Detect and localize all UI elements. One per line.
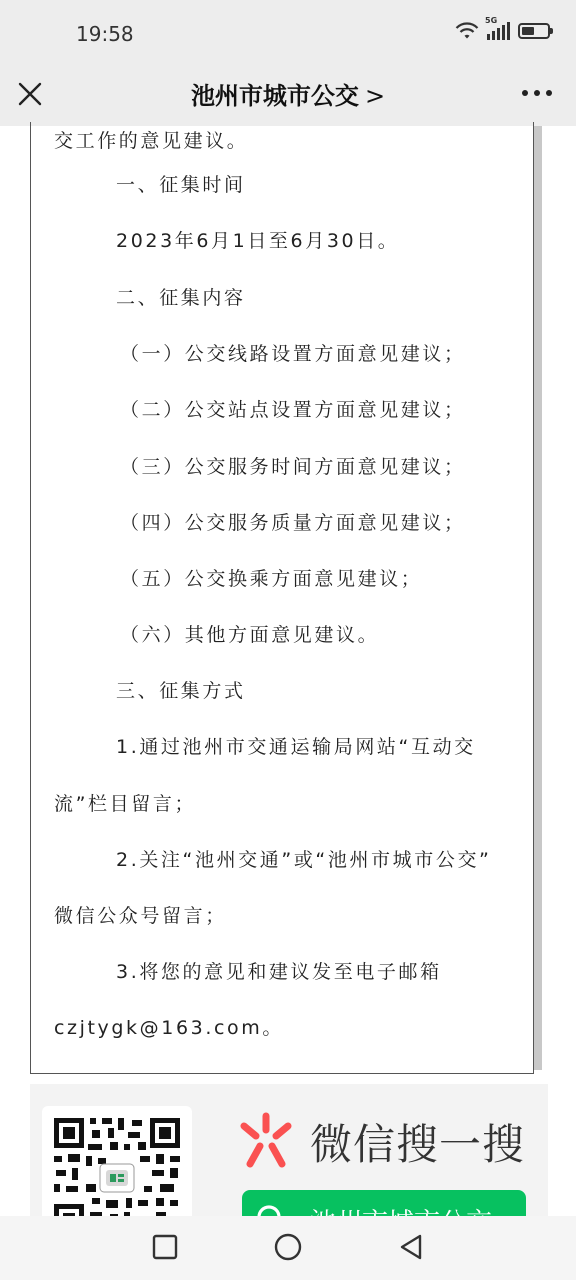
list-item: （三）公交服务时间方面意见建议； [120, 456, 466, 478]
battery-level [522, 27, 534, 35]
battery-icon [518, 23, 550, 39]
top-nav-bar [0, 68, 576, 126]
status-time: 19:58 [76, 22, 134, 46]
email-address: czjtygk@163.com。 [54, 1017, 284, 1039]
article-line: 2.关注“池州交通”或“池州市城市公交” [116, 849, 492, 871]
article-line: 1.通过池州市交通运输局网站“互动交 [116, 736, 476, 758]
section-heading: 一、征集时间 [116, 174, 246, 196]
article-line: 3.将您的意见和建议发至电子邮箱 [116, 961, 442, 983]
article-scroll-area[interactable] [0, 126, 576, 1216]
wechat-search-label: 微信搜一搜 [310, 1120, 526, 1169]
account-title: 池州市城市公交 [190, 82, 359, 110]
network-label: 5G [485, 16, 498, 25]
chevron-right-icon: > [364, 82, 386, 110]
section-heading: 二、征集内容 [116, 287, 246, 309]
system-nav-bar [0, 1216, 576, 1280]
list-item: （二）公交站点设置方面意见建议； [120, 399, 466, 421]
triangle-back-icon[interactable] [396, 1232, 426, 1262]
circle-icon[interactable] [273, 1232, 303, 1262]
signal-icon [485, 16, 510, 40]
wifi-icon [455, 22, 479, 40]
article-line: 流”栏目留言； [54, 793, 197, 815]
article-line: 微信公众号留言； [54, 905, 227, 927]
status-bar [0, 0, 576, 68]
list-item: （一）公交线路设置方面意见建议； [120, 343, 466, 365]
wechat-search-logo [236, 1110, 296, 1170]
account-title-link[interactable] [0, 76, 576, 111]
follow-promo-card [30, 1084, 548, 1224]
square-icon[interactable] [150, 1232, 180, 1262]
article-frame [30, 122, 534, 1074]
list-item: （四）公交服务质量方面意见建议； [120, 512, 466, 534]
status-icons [455, 16, 550, 40]
section-heading: 三、征集方式 [116, 680, 246, 702]
article-line: 交工作的意见建议。 [54, 130, 249, 152]
list-item: （六）其他方面意见建议。 [120, 624, 380, 646]
article-line: 2023年6月1日至6月30日。 [116, 230, 400, 252]
article-frame-shadow [534, 126, 542, 1070]
list-item: （五）公交换乘方面意见建议； [120, 568, 423, 590]
more-icon[interactable] [522, 90, 552, 96]
